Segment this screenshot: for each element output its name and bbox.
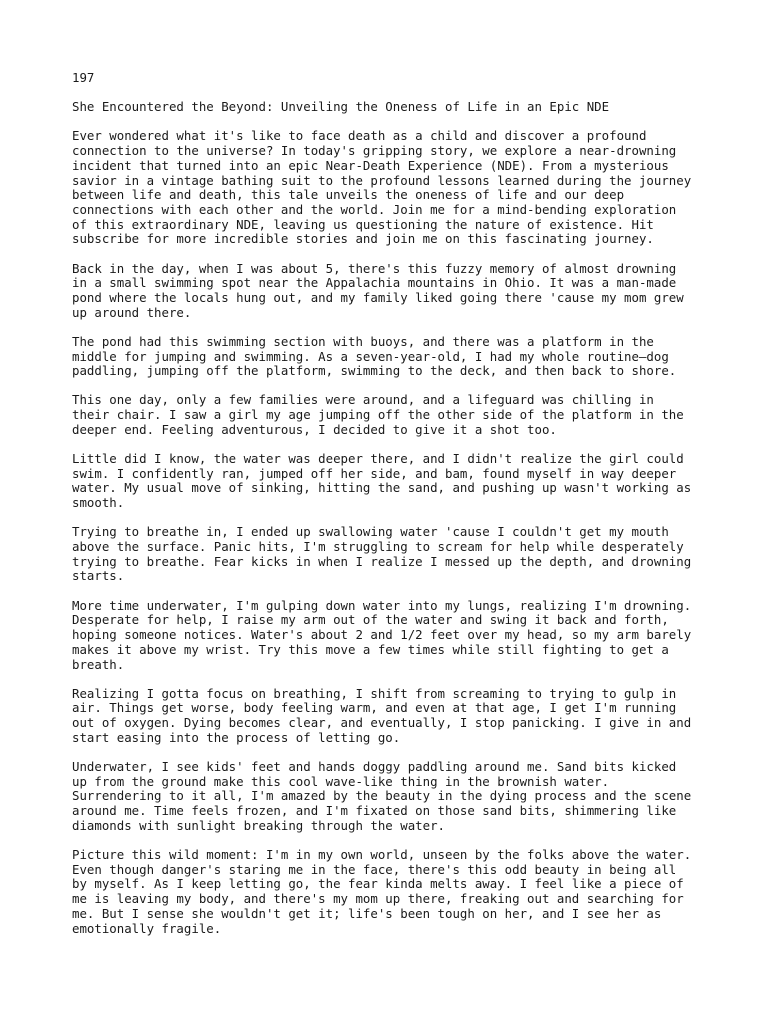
paragraph-focus-on-breathing: Realizing I gotta focus on breathing, I shift from screaming to trying to gulp in air. Things get worse, body feeling warm, and even at that age, I get I'm running out of oxygen. Dying becomes clear, and eventually, I stop panicking. I give in and start easing into the process of letting go.: [72, 685, 692, 745]
paragraph-pond: The pond had this swimming section with buoys, and there was a platform in the middle for jumping and swimming. As a seven-year-old, I had my whole routine—dog paddling, jumping off the platform, swimming to the deck, and then back to shore.: [72, 333, 677, 379]
paragraph-wild-moment: Picture this wild moment: I'm in my own world, unseen by the folks above the water. Even though danger's staring me in the face, there's this odd beauty in being all by myself. As I keep letting go, the fear kinda melts away. I feel like a piece of me is leaving my body, and there's my mom up there, freaking out and searching for me. But I sense she wouldn't get it; life's been tough on her, and I see her as emotionally fragile.: [72, 847, 692, 936]
paragraph-trying-to-breathe: Trying to breathe in, I ended up swallowing water 'cause I couldn't get my mouth above the surface. Panic hits, I'm struggling to scream for help while desperately trying to breathe. Fear kicks in when I realize I messed up the depth, and drowning starts.: [72, 524, 692, 584]
page-number: 197: [72, 70, 95, 85]
paragraph-one-day: This one day, only a few families were around, and a lifeguard was chilling in their chair. I saw a girl my age jumping off the other side of the platform in the deeper end. Feeling adventurous, I decided to give it a shot too.: [72, 392, 684, 437]
paragraph-underwater: Underwater, I see kids' feet and hands doggy paddling around me. Sand bits kicked up from the ground make this cool wave-like thing in the brownish water. Surrendering to it all, I'm amazed by the beauty in the dying process and the scene around me. Time feels frozen, and I'm fixated on those sand bits, shimmering like diamonds with sunlight breaking through the water.: [72, 759, 692, 833]
document-title: She Encountered the Beyond: Unveiling the Oneness of Life in an Epic NDE: [72, 99, 610, 115]
document-page: [72, 71, 712, 951]
paragraph-little-did-i-know: Little did I know, the water was deeper there, and I didn't realize the girl could swim. I confidently ran, jumped off her side, and bam, found myself in way deeper water. My usual move of sinking, hitting the sand, and pushing up wasn't working as smooth.: [72, 451, 692, 511]
paragraph-back-in-the-day: Back in the day, when I was about 5, there's this fuzzy memory of almost drowning in a small swimming spot near the Appalachia mountains in Ohio. It was a man-made pond where the locals hung out, and my family liked going there 'cause my mom grew up around there.: [72, 260, 684, 320]
paragraph-more-time-underwater: More time underwater, I'm gulping down water into my lungs, realizing I'm drowning. Desperate for help, I raise my arm out of the water and swing it back and forth, hoping someone notices. Water's about 2 and 1/2 feet over my head, so my arm barely makes it above my wrist. Try this move a few times while still fighting to get a breath.: [72, 597, 692, 672]
paragraph-intro: Ever wondered what it's like to face death as a child and discover a profound connection to the universe? In today's gripping story, we explore a near-drowning incident that turned into an epic Near-Death Experience (NDE). From a mysterious savior in a vintage bathing suit to the profound lessons learned during the journey between life and death, this tale unveils the oneness of life and our deep connections with each other and the world. Join me for a mind-bending exploration of this extraordinary NDE, leaving us questioning the nature of existence. Hit subscribe for more incredible stories and join me on this fascinating journey.: [72, 128, 692, 247]
